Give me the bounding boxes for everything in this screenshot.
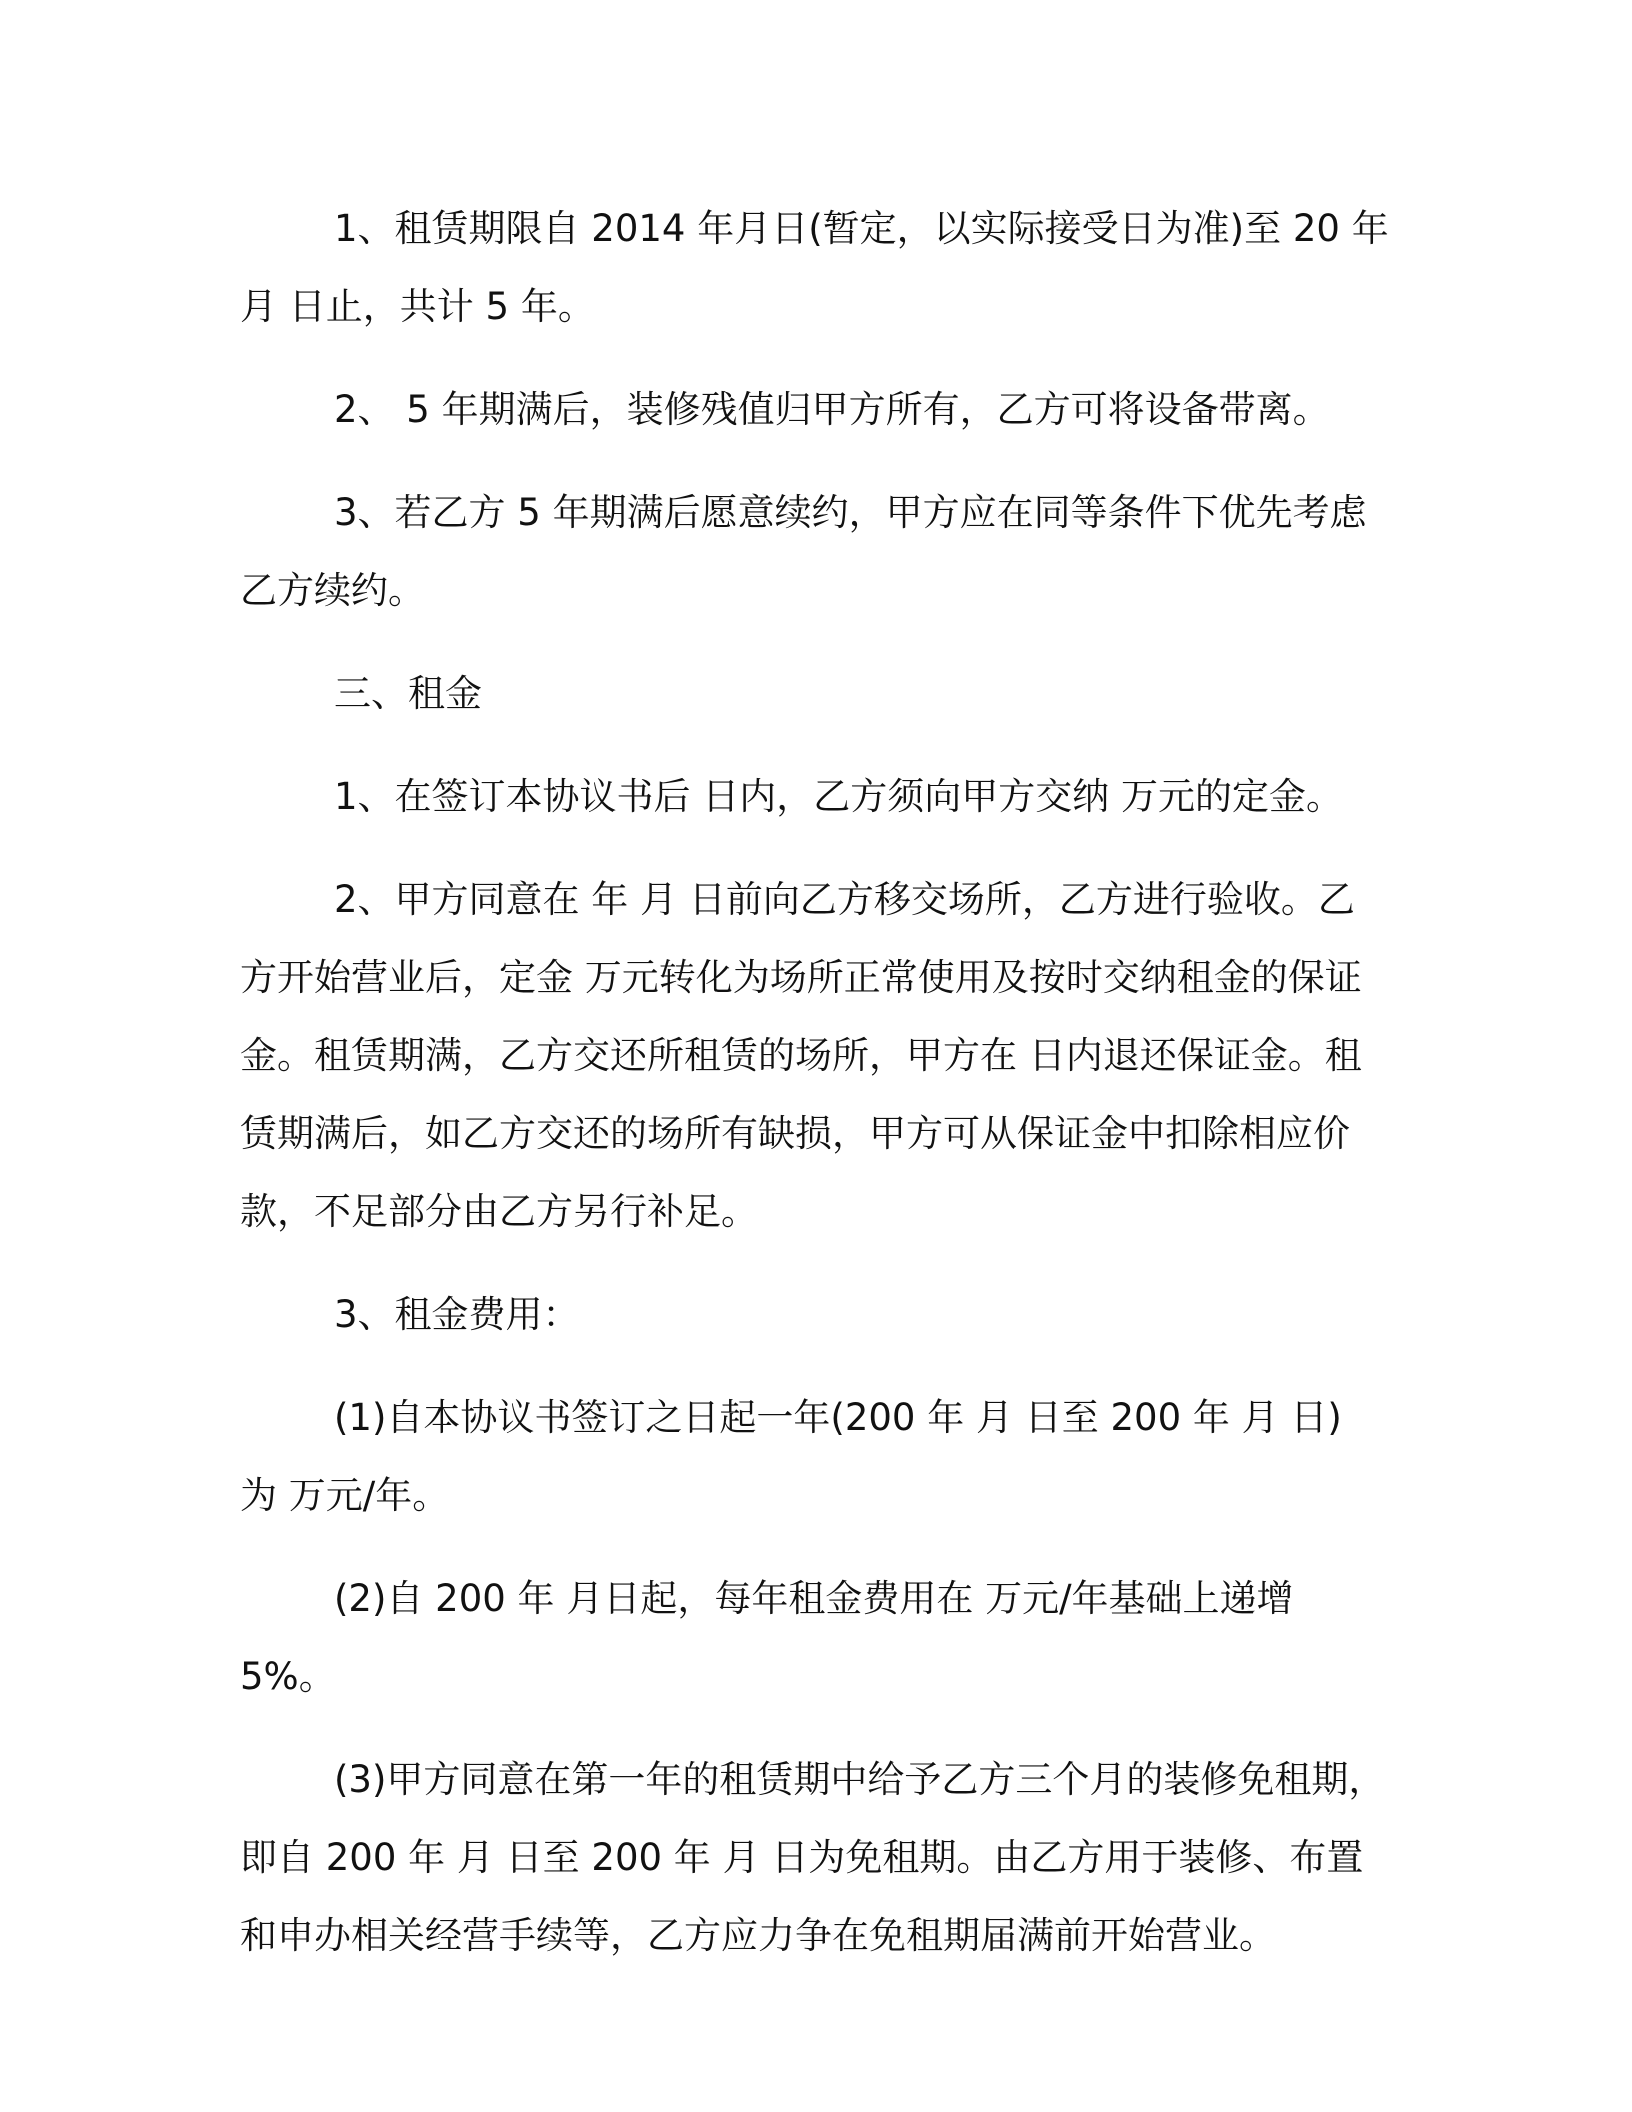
paragraph-decoration-residual: 2、 5 年期满后，装修残值归甲方所有，乙方可将设备带离。 — [334, 388, 1330, 431]
paragraph-handover-guarantee: 2、甲方同意在 年 月 日前向乙方移交场所，乙方进行验收。乙方开始营业后，定金 万元转化为场所正常使用及按时交纳租金的保证金。租赁期满，乙方交还所租赁的场所，甲方在 日内退还保证金。租赁期满后，如乙方交还的场所有缺损，甲方可从保证金中扣除相应价款，不足部分由乙方另行补足。 — [240, 878, 1362, 1233]
paragraph-rent-fees: 3、租金费用： — [334, 1293, 580, 1336]
paragraph-renewal: 3、若乙方 5 年期满后愿意续约，甲方应在同等条件下优先考虑乙方续约。 — [240, 491, 1367, 612]
section-heading-rent: 三、租金 — [334, 672, 482, 715]
paragraph-deposit: 1、在签订本协议书后 日内，乙方须向甲方交纳 万元的定金。 — [334, 775, 1344, 818]
paragraph-rent-increase: (2)自 200 年 月日起，每年租金费用在 万元/年基础上递增 5%。 — [240, 1577, 1294, 1698]
paragraph-term-period: 1、租赁期限自 2014 年月日(暂定，以实际接受日为准)至 20 年 月 日止，共计 5 年。 — [240, 207, 1389, 328]
paragraph-rent-free-period: (3)甲方同意在第一年的租赁期中给予乙方三个月的装修免租期，即自 200 年 月 日至 200 年 月 日为免租期。由乙方用于装修、布置和申办相关经营手续等，乙方应力争在免租期届满前开始营业。 — [240, 1758, 1386, 1957]
document-body — [240, 190, 1390, 2000]
paragraph-rent-year-one: (1)自本协议书签订之日起一年(200 年 月 日至 200 年 月 日) 为 万元/年。 — [240, 1396, 1342, 1517]
